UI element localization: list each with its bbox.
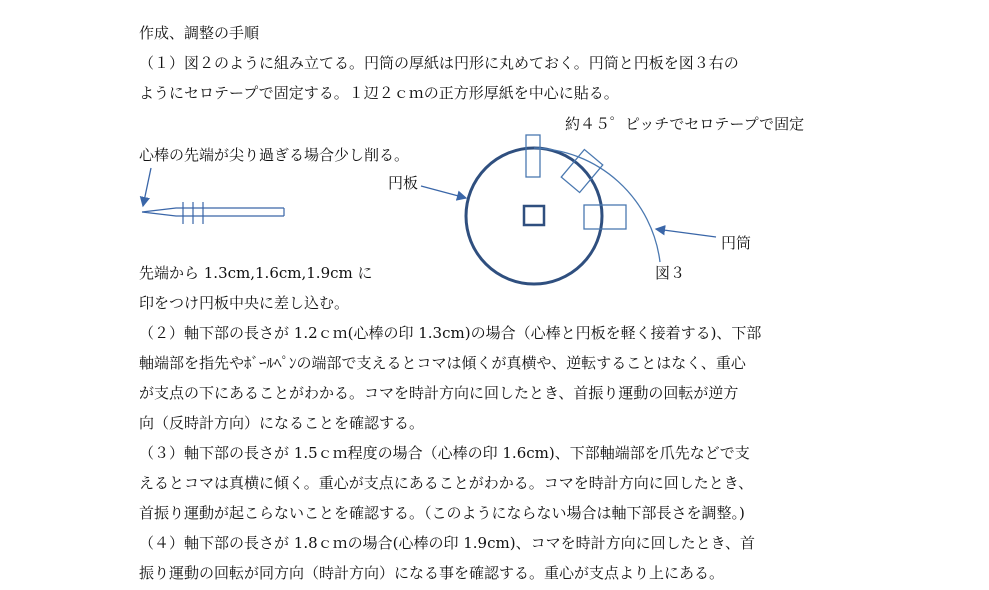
tip-arrow (143, 168, 151, 206)
spindle-drawing (142, 202, 284, 224)
step4-line2: 振り運動の回転が同方向（時計方向）になる事を確認する。重心が支点より上にある。 (139, 564, 725, 582)
step3-line1: （３）軸下部の長さが 1.5ｃｍ程度の場合（心棒の印 1.6cm)、下部軸端部を爪先などで支 (139, 444, 750, 462)
step2-line2: 軸端部を指先やﾎﾞｰﾙﾍﾟﾝの端部で支えるとコマは傾くが真横や、逆転することはなく、重心 (139, 354, 746, 372)
cylinder-label: 円筒 (721, 234, 752, 252)
step3-line2: えるとコマは真横に傾く。重心が支点にあることがわかる。コマを時計方向に回したとき、 (139, 474, 754, 492)
document-heading: 作成、調整の手順 (139, 24, 260, 42)
step2-line4: 向（反時計方向）になることを確認する。 (139, 414, 425, 432)
step1-line1: （１）図２のように組み立てる。円筒の厚紙は円形に丸めておく。円筒と円板を図３右の (139, 54, 739, 72)
tape-piece-1 (526, 135, 540, 177)
step1-line2: ようにセロテープで固定する。１辺２ｃｍの正方形厚紙を中心に貼る。 (139, 84, 619, 102)
tape-note: 約４５゜ピッチでセロテープで固定 (565, 115, 805, 133)
step2-line1: （２）軸下部の長さが 1.2ｃｍ(心棒の印 1.3cm)の場合（心棒と円板を軽く接着する)、下部 (139, 324, 762, 342)
step2-line3: が支点の下にあることがわかる。コマを時計方向に回したとき、首振り運動の回転が逆方 (139, 384, 739, 402)
step4-line1: （４）軸下部の長さが 1.8ｃｍの場合(心棒の印 1.9cm)、コマを時計方向に回したとき、首 (139, 534, 755, 552)
spindle-outline (142, 208, 284, 216)
disc-label: 円板 (388, 174, 419, 192)
disc-circle (466, 148, 602, 284)
disc-arrow (421, 186, 466, 198)
marks-note-line2: 印をつけ円板中央に差し込む。 (139, 294, 350, 312)
center-square (524, 206, 544, 225)
marks-note-line1: 先端から 1.3cm,1.6cm,1.9cm に (139, 264, 373, 282)
cylinder-arrow (656, 229, 716, 237)
tip-note: 心棒の先端が尖り過ぎる場合少し削る。 (139, 146, 410, 164)
tape-piece-3 (584, 205, 626, 229)
figure-caption: 図３ (655, 264, 686, 282)
step3-line3: 首振り運動が起こらないことを確認する。（このようにならない場合は軸下部長さを調整。) (139, 504, 745, 522)
